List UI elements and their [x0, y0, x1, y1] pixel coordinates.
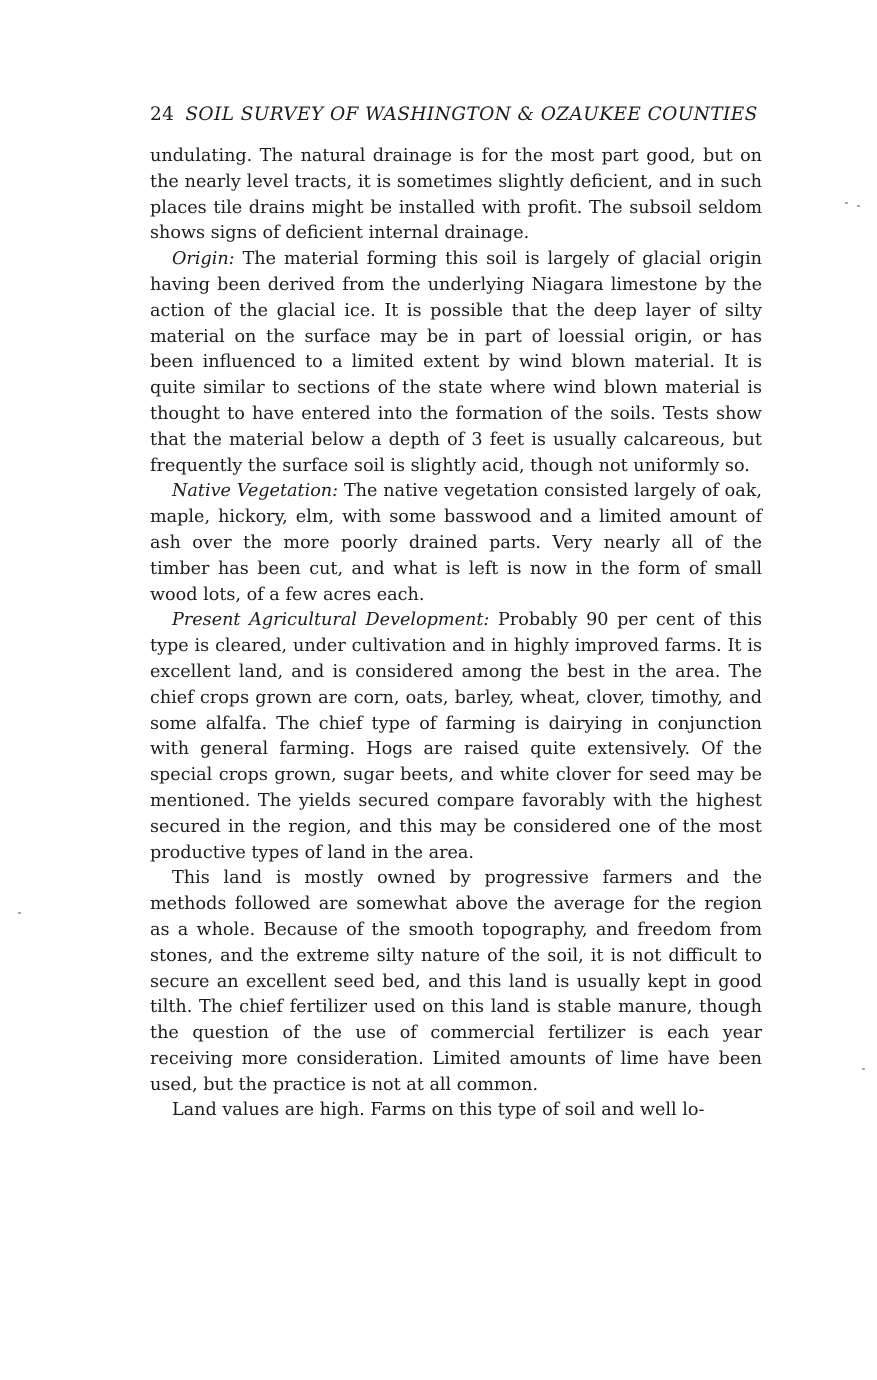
paragraph-native-vegetation — [150, 479, 762, 608]
paragraph-text: undulating. The natural drainage is for the most part good, but on the nearly level tracts, it is sometimes slightly deficient, and in such places tile drains might be installed with profit. The subsoil seldom shows signs of deficient internal drainage. — [150, 146, 762, 244]
run-in-heading: Present Agricultural Development: — [172, 610, 490, 631]
paragraph-land-values — [150, 1098, 762, 1124]
paragraph-text: The material forming this soil is largely of glacial origin having been derived from the underlying Niagara limestone by the action of the glacial ice. It is possible that the deep layer of silty material on the surface may be in part of loessial origin, or has been influenced to a limited extent by wind blown material. It is quite similar to sections of the state where wind blown material is thought to have entered into the formation of the soils. Tests show that the material below a depth of 3 feet is usually calcareous, but frequently the surface soil is slightly acid, though not uniformly so. — [150, 249, 763, 476]
running-head — [150, 104, 762, 144]
scan-speck — [845, 202, 848, 204]
paragraph-agricultural-development — [150, 608, 762, 866]
scan-speck — [18, 912, 21, 914]
paragraph-text: Land values are high. Farms on this type of soil and well lo- — [172, 1100, 705, 1121]
paragraph-text: Probably 90 per cent of this type is cleared, under cultivation and in highly improved farms. It is excellent land, and is considered among the best in the area. The chief crops grown are corn, oats, barley, wheat, clover, timothy, and some alfalfa. The chief type of farming is dairying in conjunction with general farming. Hogs are raised quite extensively. Of the special crops grown, sugar beets, and white clover for seed may be mentioned. The yields secured compare favorably with the highest secured in the region, and this may be considered one of the most productive types of land in the area. — [150, 610, 762, 863]
paragraph-text: The native vegetation consisted largely of oak, maple, hickory, elm, with some basswood and a limited amount of ash over the more poorly drained parts. Very nearly all of the timber has been cut, and what is left is now in the form of small wood lots, of a few acres each. — [150, 481, 763, 605]
scan-speck — [857, 205, 860, 207]
paragraph-drainage — [150, 144, 762, 247]
paragraph-origin — [150, 247, 762, 479]
page-number: 24 — [150, 104, 175, 125]
paragraph-farming-methods — [150, 866, 762, 1098]
book-page — [150, 104, 762, 1124]
scan-speck — [862, 1068, 865, 1070]
body-text — [150, 144, 762, 1124]
running-title: SOIL SURVEY OF WASHINGTON & OZAUKEE COUNTIES — [185, 104, 758, 125]
paragraph-text: This land is mostly owned by progressive farmers and the methods followed are somewhat above the average for the region as a whole. Because of the smooth topography, and freedom from stones, and the extreme silty nature of the soil, it is not difficult to secure an excellent seed bed, and this land is usually kept in good tilth. The chief fertilizer used on this land is stable manure, though the question of the use of commercial fertilizer is each year receiving more consideration. Limited amounts of lime have been used, but the practice is not at all common. — [150, 868, 762, 1095]
run-in-heading: Origin: — [172, 249, 235, 270]
run-in-heading: Native Vegetation: — [172, 481, 339, 502]
